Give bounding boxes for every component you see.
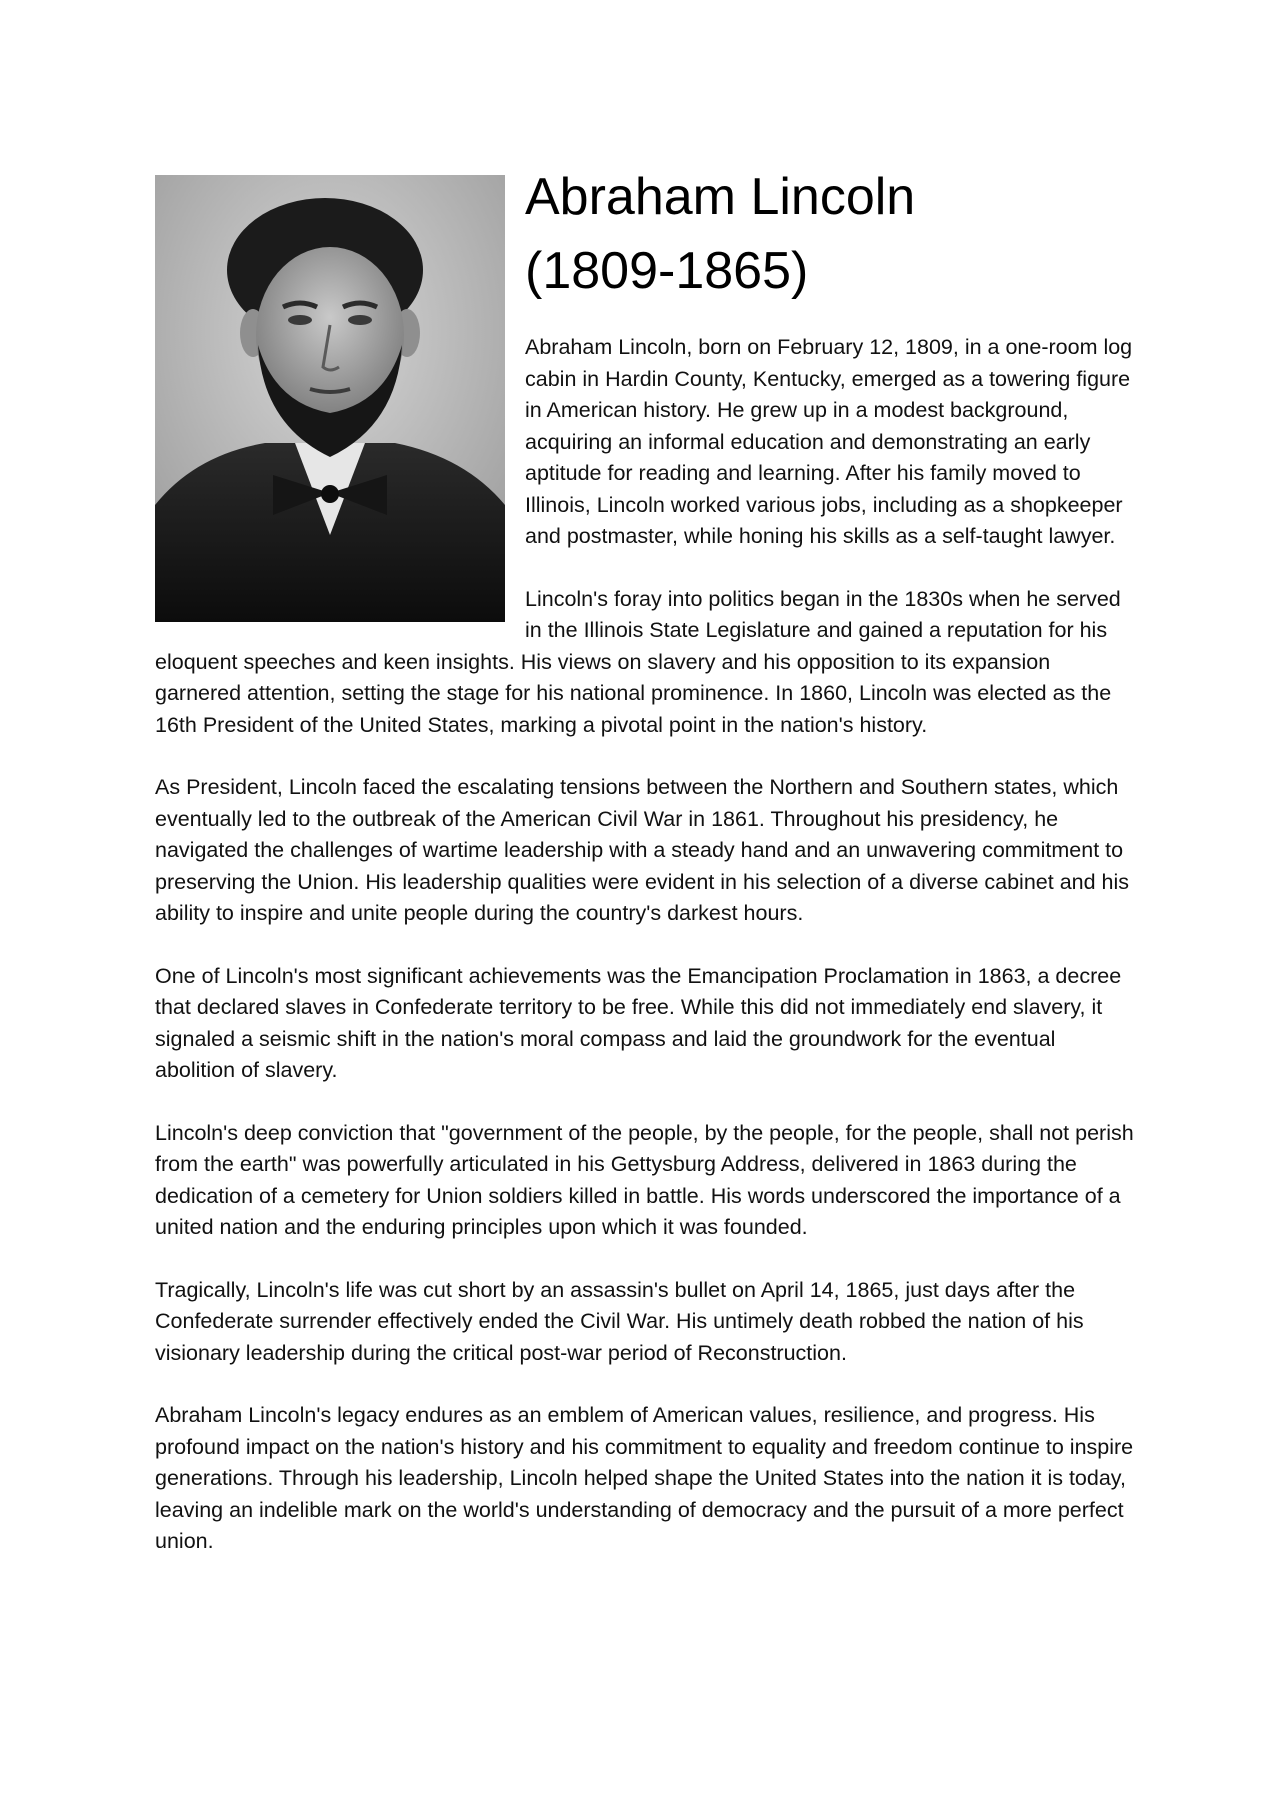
paragraph-assassination: Tragically, Lincoln's life was cut short by an assassin's bullet on April 14, 1865, just days after the Confederate surrender effectively ended the Civil War. His untimely death robbed the nation of his visionary leadership during the critical post-war period of Reconstruction. xyxy=(155,1277,1084,1365)
title-years: (1809-1865) xyxy=(525,242,809,300)
paragraph-emancipation: One of Lincoln's most significant achievements was the Emancipation Proclamation in 1863, a decree that declared slaves in Confederate territory to be free. While this did not immediately end slavery, it signaled a seismic shift in the nation's moral compass and laid the groundwork for the eventual abolition of slavery. xyxy=(155,963,1122,1082)
title-name: Abraham Lincoln xyxy=(525,168,916,226)
paragraph-early-life: Abraham Lincoln, born on February 12, 1809, in a one-room log cabin in Hardin County, Kentucky, emerged as a towering figure in American history. He grew up in a modest background, acquiring an informal education and demonstrating an early aptitude for reading and learning. After his family moved to Illinois, Lincoln worked various jobs, including as a shopkeeper and postmaster, while honing his skills as a self-taught lawyer. xyxy=(525,335,1133,548)
paragraph-gettysburg: Lincoln's deep conviction that "government of the people, by the people, for the people, shall not perish from the earth" was powerfully articulated in his Gettysburg Address, delivered in 1863 during the dedication of a cemetery for Union soldiers killed in battle. His words underscored the importance of a united nation and the enduring principles upon which it was founded. xyxy=(155,1120,1134,1239)
portrait-image xyxy=(155,175,505,622)
paragraph-legacy: Abraham Lincoln's legacy endures as an emblem of American values, resilience, and progress. His profound impact on the nation's history and his commitment to equality and freedom continue to inspire generations. Through his leadership, Lincoln helped shape the United States into the nation it is today, leaving an indelible mark on the world's understanding of democracy and the pursuit of a more perfect union. xyxy=(155,1403,1134,1553)
portrait-photo xyxy=(155,175,505,622)
document-page xyxy=(155,160,1135,1589)
paragraph-politics: Lincoln's foray into politics began in the 1830s when he served in the Illinois State Legislature and gained a reputation for his eloquent speeches and keen insights. His views on slavery and his opposition to its expansion garnered attention, setting the stage for his national prominence. In 1860, Lincoln was elected as the 16th President of the United States, marking a pivotal point in the nation's history. xyxy=(155,586,1121,737)
paragraph-presidency: As President, Lincoln faced the escalating tensions between the Northern and Southern states, which eventually led to the outbreak of the American Civil War in 1861. Throughout his presidency, he navigated the challenges of wartime leadership with a steady hand and an unwavering commitment to preserving the Union. His leadership qualities were evident in his selection of a diverse cabinet and his ability to inspire and unite people during the country's darkest hours. xyxy=(155,775,1130,925)
